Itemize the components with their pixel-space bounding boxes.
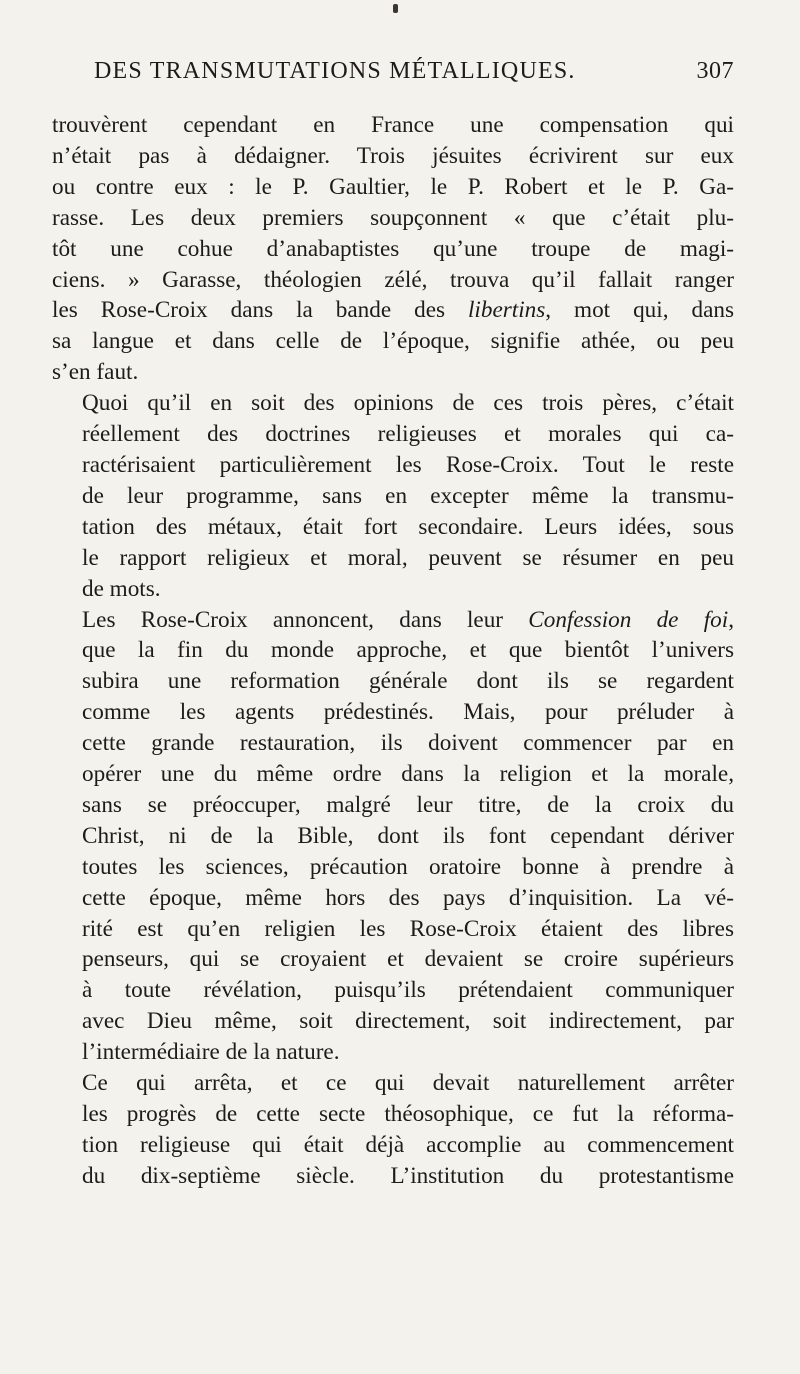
text-line: tation des métaux, était fort secondaire. Leurs idées, sous xyxy=(82,513,734,540)
text-line: comme les agents prédestinés. Mais, pour préluder à xyxy=(82,699,734,726)
text-line: n’était pas à dédaigner. Trois jésuites écrivirent sur eux xyxy=(52,142,734,169)
text-line: ciens. » Garasse, théologien zélé, trouva qu’il fallait ranger xyxy=(52,266,734,293)
text-line: Ce qui arrêta, et ce qui devait naturellement arrêter xyxy=(82,1070,734,1097)
text-line: sa langue et dans celle de l’époque, signifie athée, ou peu xyxy=(52,328,734,355)
page-header xyxy=(94,58,734,88)
text-line: les progrès de cette secte théosophique, ce fut la réforma- xyxy=(82,1101,734,1127)
text-line: Les Rose-Croix annoncent, dans leur Confession de foi, xyxy=(82,606,735,633)
paragraph xyxy=(52,1068,734,1192)
text-line: Quoi qu’il en soit des opinions de ces trois pères, c’était xyxy=(82,390,734,417)
paragraph xyxy=(52,110,734,388)
text-line: subira une reformation générale dont ils se regardent xyxy=(82,668,734,695)
text-line: sans se préoccuper, malgré leur titre, de la croix du xyxy=(82,791,734,818)
text-line: de leur programme, sans en excepter même la transmu- xyxy=(82,482,734,509)
text-line: ou contre eux : le P. Gaultier, le P. Robert et le P. Ga- xyxy=(52,173,734,200)
text-line: cette grande restauration, ils doivent commencer par en xyxy=(82,730,734,757)
text-line: le rapport religieux et moral, peuvent se résumer en peu xyxy=(82,544,734,571)
text-line: réellement des doctrines religieuses et morales qui ca- xyxy=(82,421,734,448)
italic-text: Confession de foi xyxy=(528,606,729,633)
page-number: 307 xyxy=(696,58,734,84)
text-line: tôt une cohue d’anabaptistes qu’une troupe de magi- xyxy=(52,235,734,262)
text-line: à toute révélation, puisqu’ils prétendaient communiquer xyxy=(82,977,734,1004)
italic-text: libertins xyxy=(467,297,546,324)
text-line: s’en faut. xyxy=(52,359,139,386)
text-line: que la fin du monde approche, et que bientôt l’univers xyxy=(82,637,734,664)
text-line: Christ, ni de la Bible, dont ils font cependant dériver xyxy=(82,822,734,849)
text-line: cette époque, même hors des pays d’inquisition. La vé- xyxy=(82,884,734,911)
text-line: opérer une du même ordre dans la religion et la morale, xyxy=(82,761,734,788)
text-line: de mots. xyxy=(82,575,161,602)
text-line: l’intermédiaire de la nature. xyxy=(82,1039,340,1066)
running-title: DES TRANSMUTATIONS MÉTALLIQUES. xyxy=(94,58,576,84)
text-line: rité est qu’en religien les Rose-Croix étaient des libres xyxy=(82,915,734,942)
text-line: toutes les sciences, précaution oratoire bonne à prendre à xyxy=(82,853,734,880)
text-line: rasse. Les deux premiers soupçonnent « que c’était plu- xyxy=(52,204,734,231)
text-line: ractérisaient particulièrement les Rose-Croix. Tout le reste xyxy=(82,451,734,478)
text-line: penseurs, qui se croyaient et devaient se croire supérieurs xyxy=(82,946,734,973)
paragraph xyxy=(52,388,734,604)
body-text xyxy=(52,110,734,1192)
paragraph xyxy=(52,605,734,1069)
text-line: avec Dieu même, soit directement, soit indirectement, par xyxy=(82,1008,734,1035)
text-line: les Rose-Croix dans la bande des libertins, mot qui, dans xyxy=(52,297,734,324)
text-line: trouvèrent cependant en France une compensation qui xyxy=(52,112,734,138)
text-line: du dix-septième siècle. L’institution du protestantisme xyxy=(82,1162,734,1189)
text-line: tion religieuse qui était déjà accomplie au commencement xyxy=(82,1131,734,1158)
